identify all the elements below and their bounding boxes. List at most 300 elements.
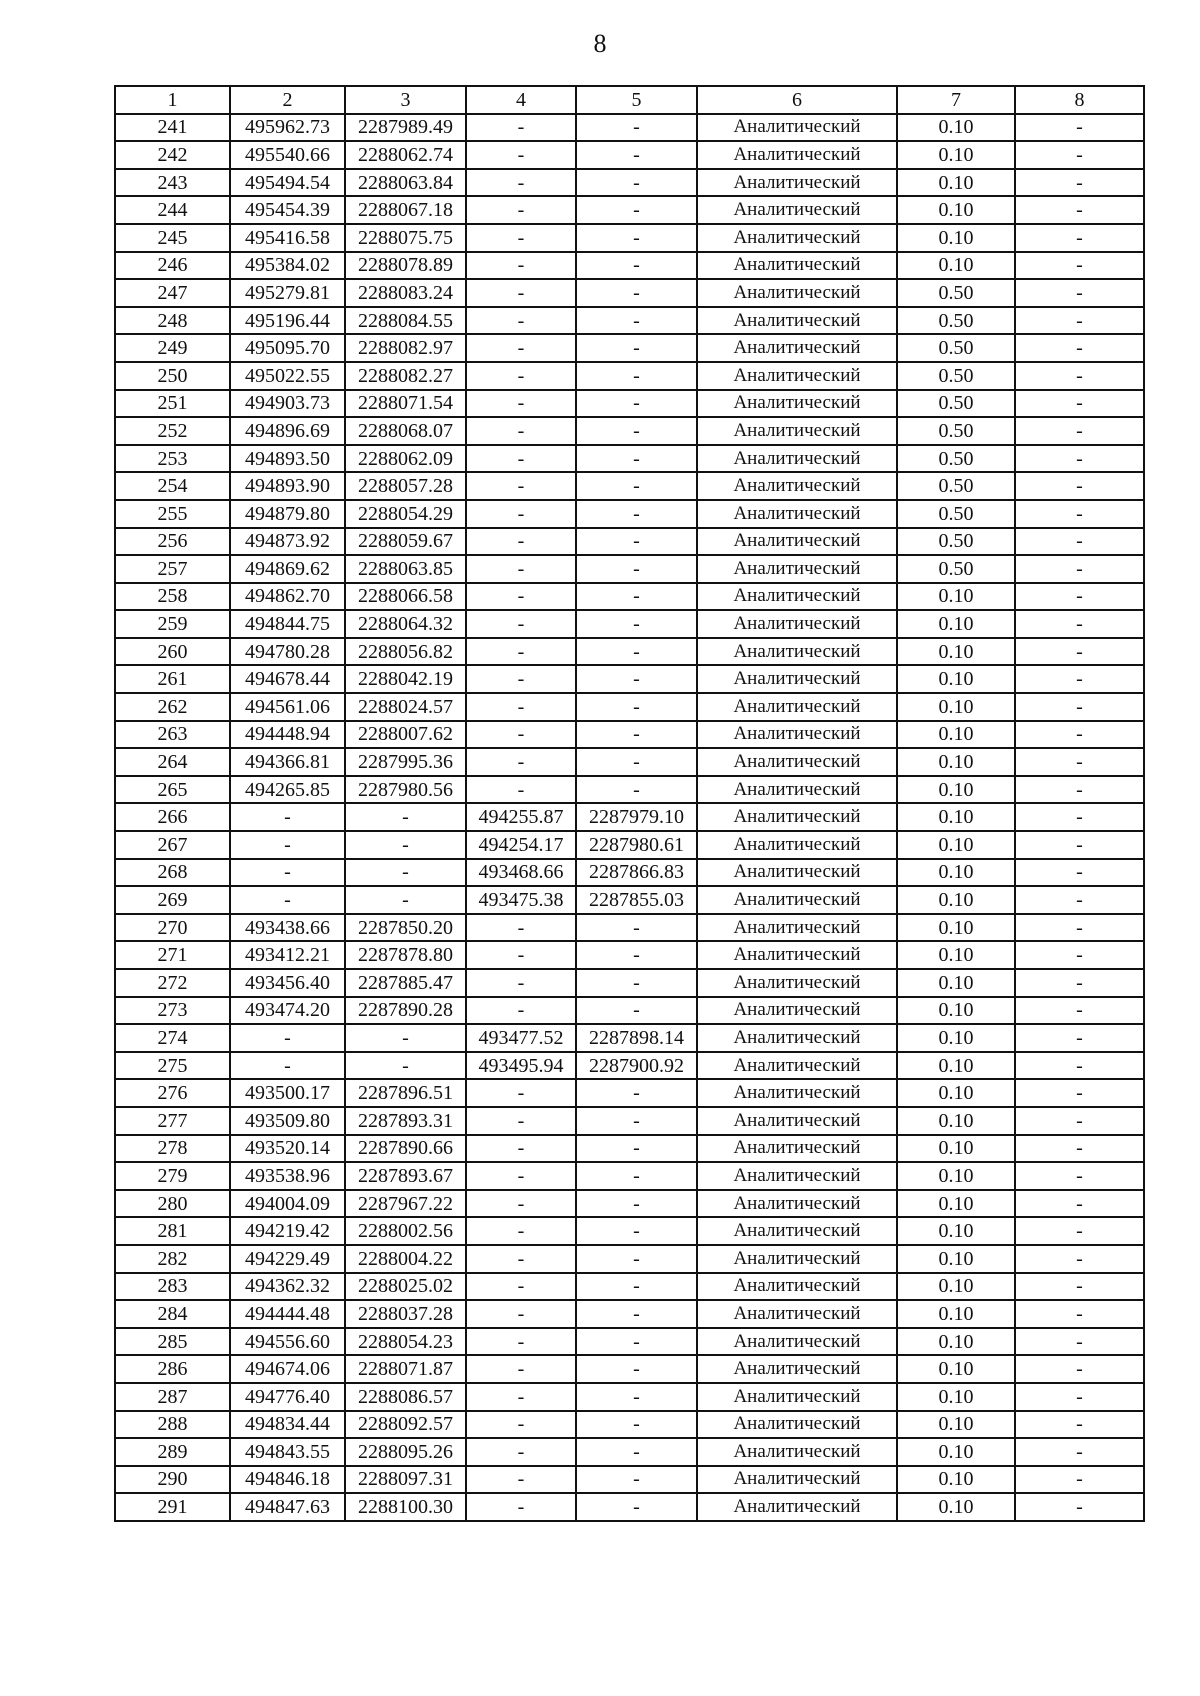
description-cell: - <box>1015 610 1144 638</box>
description-cell: - <box>1015 334 1144 362</box>
coord-y-new-cell: - <box>576 362 697 390</box>
coord-y-cell: 2288037.28 <box>345 1300 466 1328</box>
coord-x-cell: 494674.06 <box>230 1355 345 1383</box>
coord-x-cell: 494896.69 <box>230 417 345 445</box>
point-number-cell: 275 <box>115 1052 230 1080</box>
description-cell: - <box>1015 1245 1144 1273</box>
coord-x-cell: 495279.81 <box>230 279 345 307</box>
coord-y-cell: - <box>345 803 466 831</box>
method-cell: Аналитический <box>697 665 897 693</box>
coord-x-new-cell: - <box>466 141 576 169</box>
method-cell: Аналитический <box>697 1273 897 1301</box>
coord-y-cell: 2287885.47 <box>345 969 466 997</box>
coord-x-cell: 493456.40 <box>230 969 345 997</box>
coord-x-new-cell: - <box>466 114 576 142</box>
point-number-cell: 272 <box>115 969 230 997</box>
table-row <box>115 114 1144 142</box>
coord-y-new-cell: - <box>576 583 697 611</box>
coord-y-cell: 2288095.26 <box>345 1438 466 1466</box>
description-cell: - <box>1015 748 1144 776</box>
point-number-cell: 285 <box>115 1328 230 1356</box>
column-header-2: 2 <box>230 86 345 114</box>
coord-x-cell: - <box>230 886 345 914</box>
description-cell: - <box>1015 1190 1144 1218</box>
description-cell: - <box>1015 1300 1144 1328</box>
coord-x-cell: 494219.42 <box>230 1217 345 1245</box>
point-number-cell: 262 <box>115 693 230 721</box>
coord-x-new-cell: - <box>466 1438 576 1466</box>
coord-x-new-cell: - <box>466 583 576 611</box>
coord-y-cell: 2288002.56 <box>345 1217 466 1245</box>
point-number-cell: 259 <box>115 610 230 638</box>
description-cell: - <box>1015 803 1144 831</box>
accuracy-cell: 0.10 <box>897 169 1015 197</box>
coord-y-new-cell: - <box>576 1162 697 1190</box>
table-row <box>115 914 1144 942</box>
coord-x-new-cell: - <box>466 1135 576 1163</box>
coord-x-new-cell: - <box>466 693 576 721</box>
coord-y-new-cell: - <box>576 997 697 1025</box>
table-row <box>115 417 1144 445</box>
accuracy-cell: 0.50 <box>897 417 1015 445</box>
coord-y-cell: 2288062.74 <box>345 141 466 169</box>
point-number-cell: 279 <box>115 1162 230 1190</box>
method-cell: Аналитический <box>697 224 897 252</box>
table-row <box>115 1493 1144 1521</box>
accuracy-cell: 0.10 <box>897 1300 1015 1328</box>
method-cell: Аналитический <box>697 941 897 969</box>
point-number-cell: 274 <box>115 1024 230 1052</box>
method-cell: Аналитический <box>697 1079 897 1107</box>
method-cell: Аналитический <box>697 279 897 307</box>
coord-x-new-cell: - <box>466 417 576 445</box>
coord-x-new-cell: - <box>466 362 576 390</box>
description-cell: - <box>1015 721 1144 749</box>
coord-y-cell: 2288007.62 <box>345 721 466 749</box>
point-number-cell: 276 <box>115 1079 230 1107</box>
coord-x-cell: 494879.80 <box>230 500 345 528</box>
table-row <box>115 1273 1144 1301</box>
method-cell: Аналитический <box>697 1383 897 1411</box>
coord-y-new-cell: - <box>576 693 697 721</box>
accuracy-cell: 0.10 <box>897 969 1015 997</box>
coord-y-new-cell: - <box>576 1466 697 1494</box>
table-row <box>115 334 1144 362</box>
coord-y-new-cell: - <box>576 114 697 142</box>
table-row <box>115 1466 1144 1494</box>
coord-y-new-cell: 2287855.03 <box>576 886 697 914</box>
method-cell: Аналитический <box>697 583 897 611</box>
coord-x-new-cell: - <box>466 279 576 307</box>
accuracy-cell: 0.10 <box>897 886 1015 914</box>
method-cell: Аналитический <box>697 307 897 335</box>
accuracy-cell: 0.10 <box>897 941 1015 969</box>
coord-y-new-cell: - <box>576 196 697 224</box>
coord-x-new-cell: - <box>466 334 576 362</box>
point-number-cell: 282 <box>115 1245 230 1273</box>
table-row <box>115 1245 1144 1273</box>
description-cell: - <box>1015 417 1144 445</box>
coord-y-cell: 2287980.56 <box>345 776 466 804</box>
accuracy-cell: 0.50 <box>897 307 1015 335</box>
table-row <box>115 224 1144 252</box>
table-row <box>115 528 1144 556</box>
description-cell: - <box>1015 638 1144 666</box>
coord-x-cell: 494678.44 <box>230 665 345 693</box>
point-number-cell: 246 <box>115 252 230 280</box>
accuracy-cell: 0.10 <box>897 859 1015 887</box>
description-cell: - <box>1015 528 1144 556</box>
table-body <box>115 114 1144 1521</box>
coord-y-new-cell: - <box>576 307 697 335</box>
table-row <box>115 941 1144 969</box>
method-cell: Аналитический <box>697 997 897 1025</box>
method-cell: Аналитический <box>697 1300 897 1328</box>
table-row <box>115 1217 1144 1245</box>
method-cell: Аналитический <box>697 969 897 997</box>
coord-x-new-cell: - <box>466 969 576 997</box>
method-cell: Аналитический <box>697 693 897 721</box>
point-number-cell: 265 <box>115 776 230 804</box>
coord-y-new-cell: - <box>576 252 697 280</box>
table-header-row <box>115 86 1144 114</box>
column-header-3: 3 <box>345 86 466 114</box>
coord-y-cell: 2288071.87 <box>345 1355 466 1383</box>
accuracy-cell: 0.10 <box>897 1355 1015 1383</box>
coord-x-new-cell: - <box>466 1162 576 1190</box>
table-row <box>115 665 1144 693</box>
point-number-cell: 249 <box>115 334 230 362</box>
table-row <box>115 1052 1144 1080</box>
description-cell: - <box>1015 1024 1144 1052</box>
coord-y-new-cell: 2287979.10 <box>576 803 697 831</box>
method-cell: Аналитический <box>697 196 897 224</box>
coord-y-new-cell: - <box>576 1411 697 1439</box>
coord-y-new-cell: - <box>576 417 697 445</box>
table-row <box>115 279 1144 307</box>
coord-y-cell: 2287893.31 <box>345 1107 466 1135</box>
coord-y-cell: - <box>345 859 466 887</box>
description-cell: - <box>1015 969 1144 997</box>
description-cell: - <box>1015 472 1144 500</box>
coord-x-cell: 494846.18 <box>230 1466 345 1494</box>
coord-x-new-cell: - <box>466 1245 576 1273</box>
accuracy-cell: 0.10 <box>897 610 1015 638</box>
table-row <box>115 1438 1144 1466</box>
description-cell: - <box>1015 693 1144 721</box>
method-cell: Аналитический <box>697 1411 897 1439</box>
point-number-cell: 264 <box>115 748 230 776</box>
coord-x-new-cell: - <box>466 1273 576 1301</box>
description-cell: - <box>1015 1273 1144 1301</box>
coord-x-new-cell: 494254.17 <box>466 831 576 859</box>
coord-x-cell: 494776.40 <box>230 1383 345 1411</box>
coord-x-cell: 494780.28 <box>230 638 345 666</box>
coord-y-new-cell: - <box>576 748 697 776</box>
coord-x-cell: 495494.54 <box>230 169 345 197</box>
table-row <box>115 196 1144 224</box>
coord-x-cell: 495454.39 <box>230 196 345 224</box>
coord-x-new-cell: - <box>466 445 576 473</box>
coord-y-new-cell: - <box>576 472 697 500</box>
method-cell: Аналитический <box>697 776 897 804</box>
coord-y-new-cell: - <box>576 528 697 556</box>
coord-x-new-cell: - <box>466 776 576 804</box>
coord-y-cell: 2288062.09 <box>345 445 466 473</box>
table-row <box>115 859 1144 887</box>
accuracy-cell: 0.10 <box>897 1162 1015 1190</box>
coord-y-new-cell: 2287900.92 <box>576 1052 697 1080</box>
coord-x-cell: 494847.63 <box>230 1493 345 1521</box>
coord-x-cell: 494448.94 <box>230 721 345 749</box>
method-cell: Аналитический <box>697 886 897 914</box>
coord-y-cell: 2288024.57 <box>345 693 466 721</box>
coord-x-new-cell: - <box>466 941 576 969</box>
coord-x-new-cell: - <box>466 1217 576 1245</box>
coord-y-new-cell: - <box>576 1190 697 1218</box>
accuracy-cell: 0.10 <box>897 1383 1015 1411</box>
method-cell: Аналитический <box>697 638 897 666</box>
accuracy-cell: 0.10 <box>897 693 1015 721</box>
coord-x-new-cell: - <box>466 307 576 335</box>
method-cell: Аналитический <box>697 555 897 583</box>
coord-x-cell: 493500.17 <box>230 1079 345 1107</box>
method-cell: Аналитический <box>697 1162 897 1190</box>
point-number-cell: 253 <box>115 445 230 473</box>
coord-y-cell: 2288100.30 <box>345 1493 466 1521</box>
description-cell: - <box>1015 665 1144 693</box>
coord-x-new-cell: - <box>466 196 576 224</box>
accuracy-cell: 0.10 <box>897 776 1015 804</box>
accuracy-cell: 0.10 <box>897 1438 1015 1466</box>
coord-x-cell: - <box>230 803 345 831</box>
coord-x-new-cell: - <box>466 997 576 1025</box>
accuracy-cell: 0.10 <box>897 1245 1015 1273</box>
coord-x-new-cell: - <box>466 224 576 252</box>
coord-x-new-cell: 493468.66 <box>466 859 576 887</box>
coord-x-cell: 493538.96 <box>230 1162 345 1190</box>
coord-x-cell: 494265.85 <box>230 776 345 804</box>
point-number-cell: 256 <box>115 528 230 556</box>
method-cell: Аналитический <box>697 417 897 445</box>
method-cell: Аналитический <box>697 169 897 197</box>
coord-y-cell: 2288056.82 <box>345 638 466 666</box>
coord-x-new-cell: - <box>466 169 576 197</box>
method-cell: Аналитический <box>697 610 897 638</box>
coord-x-cell: - <box>230 1052 345 1080</box>
point-number-cell: 271 <box>115 941 230 969</box>
accuracy-cell: 0.10 <box>897 1328 1015 1356</box>
table-row <box>115 362 1144 390</box>
accuracy-cell: 0.10 <box>897 114 1015 142</box>
table-row <box>115 1024 1144 1052</box>
coord-x-cell: 493438.66 <box>230 914 345 942</box>
point-number-cell: 254 <box>115 472 230 500</box>
coord-x-new-cell: - <box>466 914 576 942</box>
description-cell: - <box>1015 831 1144 859</box>
description-cell: - <box>1015 1411 1144 1439</box>
description-cell: - <box>1015 1052 1144 1080</box>
point-number-cell: 245 <box>115 224 230 252</box>
accuracy-cell: 0.50 <box>897 445 1015 473</box>
coord-y-new-cell: - <box>576 1245 697 1273</box>
description-cell: - <box>1015 224 1144 252</box>
coord-y-cell: 2288063.84 <box>345 169 466 197</box>
coord-x-cell: 494893.90 <box>230 472 345 500</box>
coord-y-cell: 2287878.80 <box>345 941 466 969</box>
coord-x-cell: 493412.21 <box>230 941 345 969</box>
coord-x-new-cell: - <box>466 1383 576 1411</box>
accuracy-cell: 0.10 <box>897 1024 1015 1052</box>
accuracy-cell: 0.10 <box>897 1411 1015 1439</box>
coord-y-new-cell: 2287980.61 <box>576 831 697 859</box>
coord-y-new-cell: - <box>576 334 697 362</box>
table-row <box>115 445 1144 473</box>
description-cell: - <box>1015 445 1144 473</box>
table-row <box>115 1411 1144 1439</box>
column-header-5: 5 <box>576 86 697 114</box>
accuracy-cell: 0.10 <box>897 1493 1015 1521</box>
coord-x-cell: 494556.60 <box>230 1328 345 1356</box>
table-row <box>115 721 1144 749</box>
method-cell: Аналитический <box>697 528 897 556</box>
description-cell: - <box>1015 886 1144 914</box>
coord-y-cell: 2287893.67 <box>345 1162 466 1190</box>
table-row <box>115 969 1144 997</box>
coord-x-new-cell: - <box>466 500 576 528</box>
point-number-cell: 263 <box>115 721 230 749</box>
method-cell: Аналитический <box>697 1024 897 1052</box>
coord-y-cell: 2288068.07 <box>345 417 466 445</box>
point-number-cell: 247 <box>115 279 230 307</box>
description-cell: - <box>1015 252 1144 280</box>
coord-y-new-cell: - <box>576 224 697 252</box>
point-number-cell: 258 <box>115 583 230 611</box>
table-row <box>115 1079 1144 1107</box>
coord-y-new-cell: - <box>576 1493 697 1521</box>
method-cell: Аналитический <box>697 859 897 887</box>
coord-x-cell: 493520.14 <box>230 1135 345 1163</box>
coord-y-new-cell: 2287866.83 <box>576 859 697 887</box>
coord-y-cell: 2288083.24 <box>345 279 466 307</box>
method-cell: Аналитический <box>697 721 897 749</box>
description-cell: - <box>1015 859 1144 887</box>
description-cell: - <box>1015 583 1144 611</box>
coord-y-new-cell: - <box>576 141 697 169</box>
accuracy-cell: 0.10 <box>897 748 1015 776</box>
coord-y-cell: 2288086.57 <box>345 1383 466 1411</box>
coord-y-new-cell: - <box>576 1079 697 1107</box>
coord-x-cell: 494873.92 <box>230 528 345 556</box>
description-cell: - <box>1015 1079 1144 1107</box>
coord-y-cell: 2288042.19 <box>345 665 466 693</box>
accuracy-cell: 0.50 <box>897 528 1015 556</box>
column-header-8: 8 <box>1015 86 1144 114</box>
accuracy-cell: 0.10 <box>897 997 1015 1025</box>
coord-y-new-cell: - <box>576 1135 697 1163</box>
coord-x-cell: - <box>230 859 345 887</box>
table-row <box>115 803 1144 831</box>
coord-x-cell: 494366.81 <box>230 748 345 776</box>
point-number-cell: 255 <box>115 500 230 528</box>
coord-y-new-cell: - <box>576 638 697 666</box>
coord-y-cell: 2288025.02 <box>345 1273 466 1301</box>
accuracy-cell: 0.10 <box>897 914 1015 942</box>
coord-x-new-cell: - <box>466 610 576 638</box>
point-number-cell: 252 <box>115 417 230 445</box>
coord-x-new-cell: - <box>466 721 576 749</box>
accuracy-cell: 0.10 <box>897 1217 1015 1245</box>
table-row <box>115 1162 1144 1190</box>
table-row <box>115 1107 1144 1135</box>
coord-y-cell: 2288082.97 <box>345 334 466 362</box>
coord-x-new-cell: - <box>466 1355 576 1383</box>
coord-x-cell: 494362.32 <box>230 1273 345 1301</box>
coord-x-new-cell: - <box>466 1079 576 1107</box>
accuracy-cell: 0.10 <box>897 638 1015 666</box>
method-cell: Аналитический <box>697 1245 897 1273</box>
table-row <box>115 1328 1144 1356</box>
coord-x-new-cell: - <box>466 1190 576 1218</box>
point-number-cell: 244 <box>115 196 230 224</box>
description-cell: - <box>1015 279 1144 307</box>
coord-x-new-cell: 494255.87 <box>466 803 576 831</box>
coord-y-new-cell: - <box>576 1355 697 1383</box>
coord-y-new-cell: - <box>576 914 697 942</box>
point-number-cell: 241 <box>115 114 230 142</box>
coord-x-new-cell: - <box>466 1493 576 1521</box>
accuracy-cell: 0.10 <box>897 583 1015 611</box>
coord-x-cell: 495196.44 <box>230 307 345 335</box>
point-number-cell: 260 <box>115 638 230 666</box>
coord-y-new-cell: - <box>576 941 697 969</box>
point-number-cell: 280 <box>115 1190 230 1218</box>
method-cell: Аналитический <box>697 334 897 362</box>
description-cell: - <box>1015 390 1144 418</box>
column-header-6: 6 <box>697 86 897 114</box>
coord-x-new-cell: 493495.94 <box>466 1052 576 1080</box>
accuracy-cell: 0.50 <box>897 362 1015 390</box>
coord-y-cell: 2288063.85 <box>345 555 466 583</box>
table-row <box>115 831 1144 859</box>
page-number: 8 <box>593 29 607 58</box>
point-number-cell: 290 <box>115 1466 230 1494</box>
coord-y-cell: - <box>345 1052 466 1080</box>
accuracy-cell: 0.50 <box>897 279 1015 307</box>
coord-y-cell: 2288092.57 <box>345 1411 466 1439</box>
column-header-1: 1 <box>115 86 230 114</box>
table-row <box>115 886 1144 914</box>
table-row <box>115 748 1144 776</box>
table-row <box>115 307 1144 335</box>
coord-y-cell: 2288059.67 <box>345 528 466 556</box>
accuracy-cell: 0.10 <box>897 196 1015 224</box>
table-row <box>115 997 1144 1025</box>
description-cell: - <box>1015 1355 1144 1383</box>
point-number-cell: 281 <box>115 1217 230 1245</box>
coord-y-cell: - <box>345 886 466 914</box>
coord-x-cell: 494903.73 <box>230 390 345 418</box>
coord-y-cell: 2287995.36 <box>345 748 466 776</box>
point-number-cell: 284 <box>115 1300 230 1328</box>
method-cell: Аналитический <box>697 831 897 859</box>
method-cell: Аналитический <box>697 500 897 528</box>
point-number-cell: 277 <box>115 1107 230 1135</box>
coord-y-cell: - <box>345 1024 466 1052</box>
accuracy-cell: 0.10 <box>897 1079 1015 1107</box>
coord-x-new-cell: - <box>466 555 576 583</box>
coord-y-new-cell: - <box>576 1217 697 1245</box>
